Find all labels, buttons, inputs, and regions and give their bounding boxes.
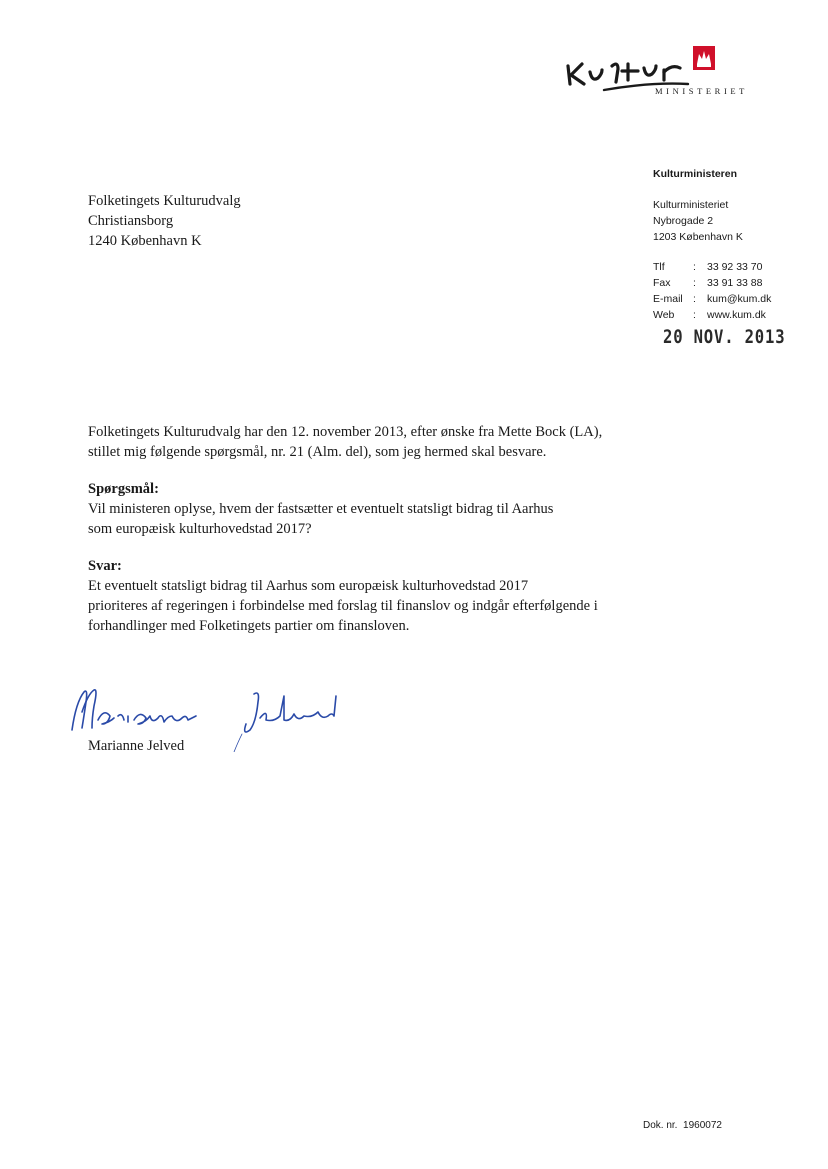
contact-row-email: [653, 291, 771, 307]
contact-key: Tlf: [653, 261, 665, 273]
contact-row-fax: [653, 275, 771, 291]
contact-key: E-mail: [653, 293, 683, 305]
sender-line: Nybrogade 2: [653, 215, 714, 227]
question-line: Vil ministeren oplyse, hvem der fastsætter et eventuelt statsligt bidrag til Aarhus: [88, 501, 554, 517]
crown-icon: [693, 46, 715, 70]
question-line: som europæisk kulturhovedstad 2017?: [88, 521, 312, 537]
contact-value: www.kum.dk: [707, 309, 766, 321]
doc-number-label: Dok. nr.: [643, 1120, 678, 1131]
recipient-line: 1240 København K: [88, 233, 202, 249]
sender-line: Kulturministeriet: [653, 199, 729, 211]
contact-sep: :: [693, 277, 696, 289]
recipient-line: Folketingets Kulturudvalg: [88, 193, 241, 209]
contact-key: Fax: [653, 277, 671, 289]
contact-info: [653, 259, 771, 323]
ministry-label: MINISTERIET: [655, 86, 748, 96]
contact-value: 33 91 33 88: [707, 277, 763, 289]
intro-line: Folketingets Kulturudvalg har den 12. november 2013, efter ønske fra Mette Bock (LA),: [88, 424, 603, 440]
contact-row-phone: [653, 259, 771, 275]
recipient-line: Christiansborg: [88, 213, 174, 229]
contact-row-web: [653, 307, 771, 323]
sender-line: 1203 København K: [653, 231, 743, 243]
ministry-logo: [560, 44, 760, 100]
answer-line: forhandlinger med Folketingets partier om finansloven.: [88, 618, 410, 634]
signatory-name: Marianne Jelved: [88, 738, 185, 754]
contact-value: 33 92 33 70: [707, 261, 763, 273]
answer-text: [88, 576, 688, 636]
contact-sep: :: [693, 261, 696, 273]
intro-paragraph: [88, 422, 688, 462]
contact-sep: :: [693, 293, 696, 305]
contact-key: Web: [653, 309, 675, 321]
question-heading: Spørgsmål:: [88, 481, 159, 497]
recipient-address: [88, 191, 241, 251]
question-text: [88, 499, 688, 539]
contact-value: kum@kum.dk: [707, 293, 772, 305]
answer-heading: Svar:: [88, 558, 122, 574]
intro-line: stillet mig følgende spørgsmål, nr. 21 (Alm. del), som jeg hermed skal besvare.: [88, 444, 547, 460]
document-number: [643, 1120, 722, 1131]
sender-address: [653, 197, 743, 245]
date-stamp: 20 NOV. 2013: [663, 326, 786, 348]
answer-line: prioriteres af regeringen i forbindelse med forslag til finanslov og indgår efterfølgende i: [88, 598, 598, 614]
doc-number-value: 1960072: [683, 1120, 722, 1131]
sender-title: Kulturministeren: [653, 168, 738, 180]
answer-line: Et eventuelt statsligt bidrag til Aarhus som europæisk kulturhovedstad 2017: [88, 578, 529, 594]
contact-sep: :: [693, 309, 696, 321]
